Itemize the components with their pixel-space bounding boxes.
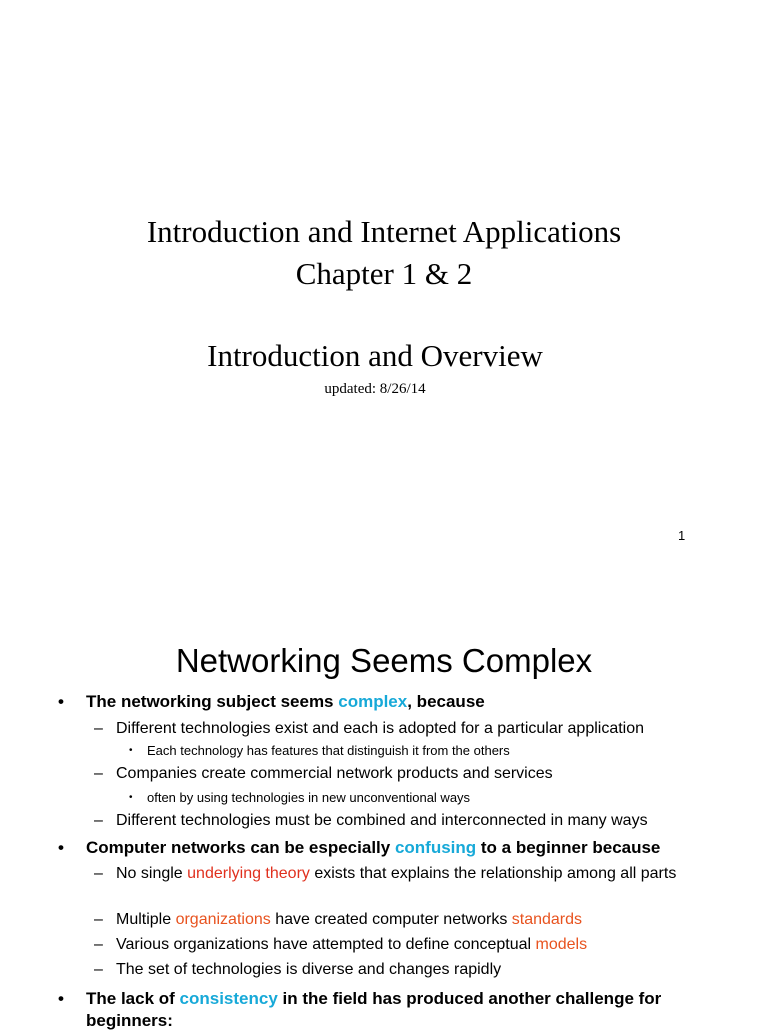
page-number: 1 (678, 528, 686, 543)
highlight-complex: complex (338, 692, 408, 711)
dash-marker: – (94, 865, 103, 882)
bullet-marker: • (58, 692, 64, 711)
bullet-marker: • (58, 838, 64, 857)
slide-2-title: Networking Seems Complex (175, 642, 593, 679)
subtitle: Introduction and Overview (207, 338, 543, 373)
highlight-organizations: organizations (175, 911, 271, 928)
title-line-1: Introduction and Internet Applications (146, 214, 622, 249)
dash-marker: – (94, 720, 103, 737)
bullet-1-1-1: • Each technology has features that distinguish it from the others (129, 743, 510, 758)
dash-marker: – (94, 765, 103, 782)
bullet-1-3: – Different technologies must be combined and interconnected in many ways (94, 812, 648, 829)
dash-marker: – (94, 911, 103, 928)
updated-date: updated: 8/26/14 (324, 381, 426, 397)
bullet-2-1: – No single underlying theory exists that explains the relationship among all parts (116, 863, 696, 885)
bullet-3: • The lack of consistency in the field has produced another challenge for beginners: (58, 989, 662, 1030)
bullet-2-2: – Multiple organizations have created computer networks standards (94, 911, 583, 928)
bullet-1-2-1: • often by using technologies in new unconventional ways (129, 790, 471, 805)
highlight-models: models (535, 936, 588, 953)
highlight-confusing: confusing (394, 838, 477, 857)
dash-marker: – (94, 961, 103, 978)
bullet-marker: • (58, 989, 64, 1008)
highlight-consistency: consistency (179, 989, 278, 1008)
bullet-2-4: – The set of technologies is diverse and changes rapidly (94, 961, 502, 978)
bullet-2: • Computer networks can be especially confusing to a beginner because (58, 838, 661, 857)
dash-marker: – (94, 812, 103, 829)
bullet-1: • The networking subject seems complex, because (58, 692, 485, 711)
small-bullet-marker: • (129, 792, 133, 803)
highlight-standards: standards (511, 911, 583, 928)
highlight-underlying-theory: underlying theory (187, 865, 310, 882)
title-line-2: Chapter 1 & 2 (295, 256, 473, 291)
dash-marker: – (94, 936, 103, 953)
bullet-1-2: – Companies create commercial network products and services (94, 765, 553, 782)
bullet-2-3: – Various organizations have attempted to define conceptual models (94, 936, 588, 953)
small-bullet-marker: • (129, 745, 133, 756)
bullet-1-1: – Different technologies exist and each is adopted for a particular application (94, 720, 645, 737)
